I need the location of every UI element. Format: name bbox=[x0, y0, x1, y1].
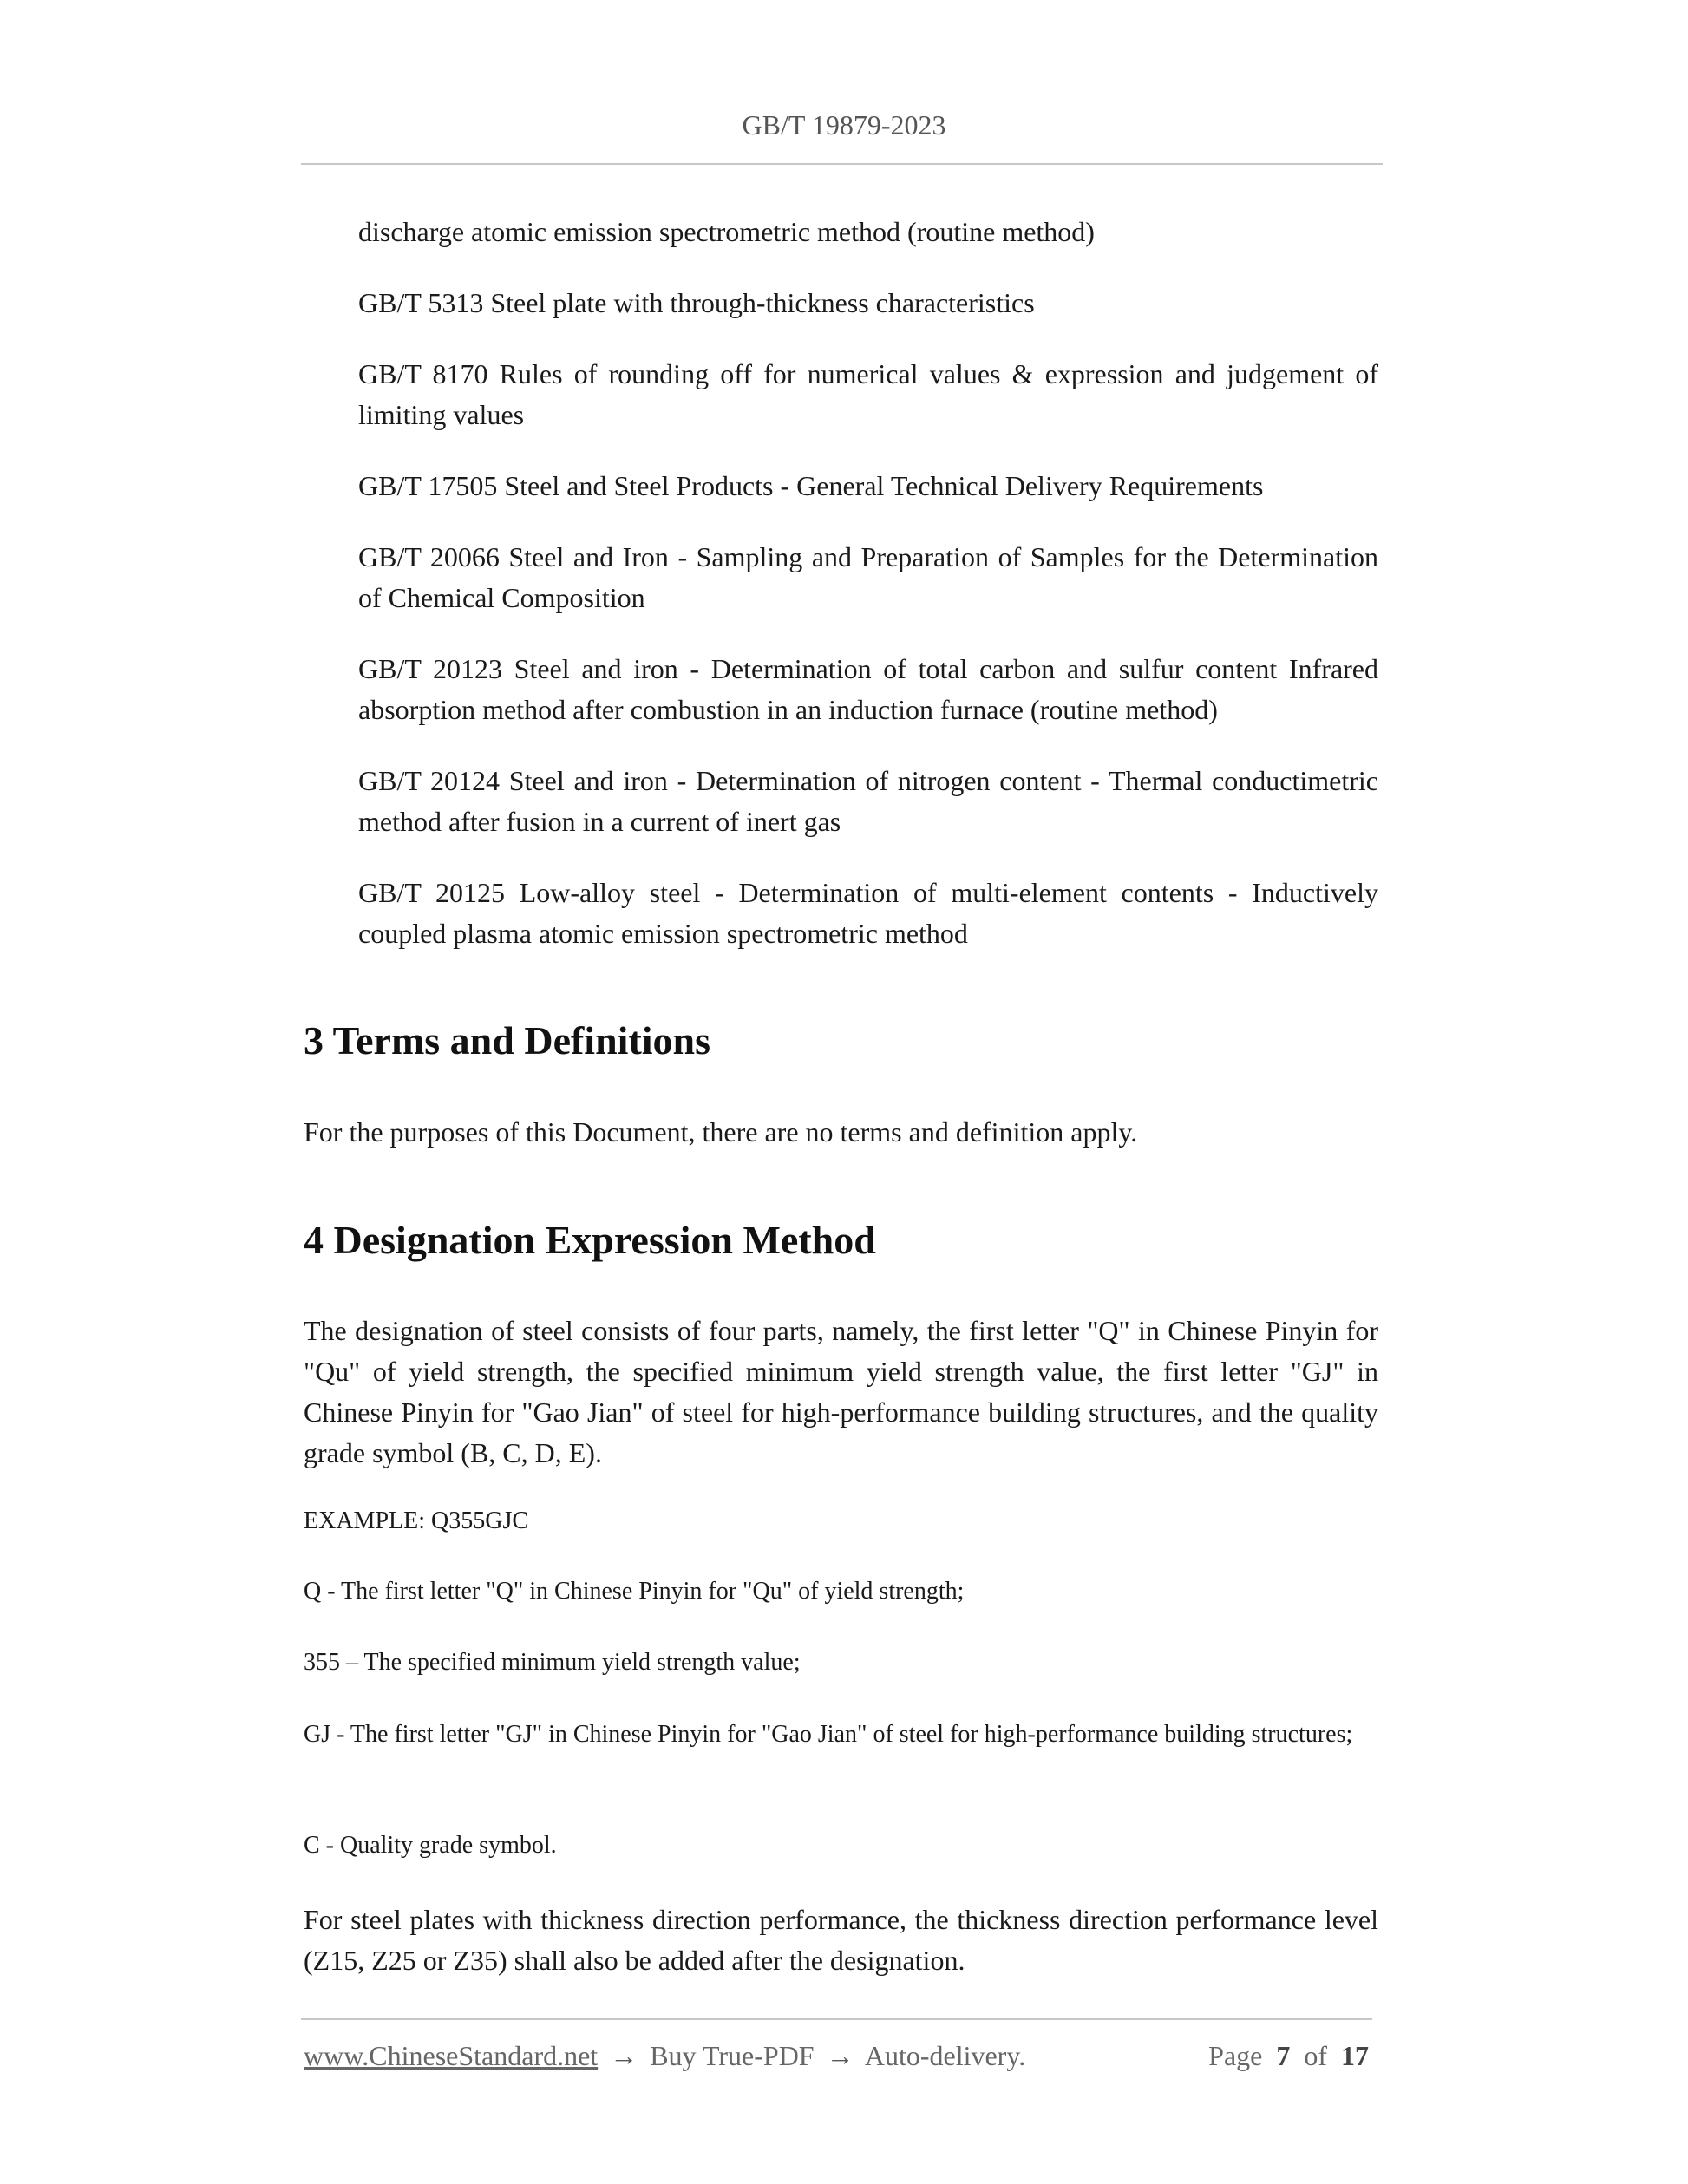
of-label: of bbox=[1304, 2040, 1327, 2071]
arrow-right-icon: → bbox=[826, 2040, 854, 2071]
section-3 bbox=[304, 1017, 1378, 1065]
page-indicator bbox=[1208, 2040, 1369, 2072]
footer-promo bbox=[304, 2040, 1025, 2072]
document-header-title: GB/T 19879-2023 bbox=[742, 109, 946, 141]
section-4-intro: The designation of steel consists of four parts, namely, the first letter "Q" in Chinese Pinyin for "Qu" of yield strength, the specified minimum yield strength value, the first letter "GJ" in Chinese Pinyin for "Gao Jian" of steel for high-performance building structures, and the quality grade symbol (B, C, D, E). bbox=[304, 1315, 1378, 1468]
reference-item: GB/T 20124 Steel and iron - Determination of nitrogen content - Thermal conductimetric method after fusion in a current of inert gas bbox=[358, 765, 1378, 837]
section-3-body bbox=[304, 1112, 1378, 1153]
reference-item: discharge atomic emission spectrometric method (routine method) bbox=[358, 216, 1095, 247]
example-label: EXAMPLE: Q355GJC bbox=[304, 1507, 529, 1534]
section-4-intro-block bbox=[304, 1311, 1378, 1474]
q-note: Q - The first letter "Q" in Chinese Pinyin for "Qu" of yield strength; bbox=[304, 1578, 965, 1605]
c-note-block bbox=[304, 1825, 1378, 1866]
gj-note-block bbox=[304, 1714, 1378, 1755]
section-3-heading: 3 Terms and Definitions bbox=[304, 1018, 711, 1063]
quality-grade-note: C - Quality grade symbol. bbox=[304, 1832, 557, 1859]
section-3-text: For the purposes of this Document, there are no terms and definition apply. bbox=[304, 1116, 1138, 1148]
reference-item: GB/T 20066 Steel and Iron - Sampling and Preparation of Samples for the Determination of Chemical Composition bbox=[358, 541, 1378, 613]
page-number: 7 bbox=[1276, 2040, 1291, 2071]
page-total: 17 bbox=[1341, 2040, 1369, 2071]
arrow-right-icon: → bbox=[610, 2040, 638, 2071]
section-4 bbox=[304, 1216, 1378, 1265]
reference-item: GB/T 20123 Steel and iron - Determination of total carbon and sulfur content Infrared absorption method after combustion in an induction furnace (routine method) bbox=[358, 653, 1378, 725]
section-4-heading: 4 Designation Expression Method bbox=[304, 1218, 876, 1262]
header-divider bbox=[301, 163, 1383, 165]
reference-item: GB/T 20125 Low-alloy steel - Determination of multi-element contents - Inductively coupled plasma atomic emission spectrometric method bbox=[358, 877, 1378, 949]
page-label: Page bbox=[1208, 2040, 1263, 2071]
normative-references-list bbox=[358, 212, 1378, 984]
auto-delivery-text: Auto-delivery. bbox=[864, 2040, 1026, 2071]
website-link[interactable]: www.ChineseStandard.net bbox=[304, 2040, 599, 2071]
thickness-block bbox=[304, 1900, 1378, 1981]
yield-value-note: 355 – The specified minimum yield strength value; bbox=[304, 1649, 801, 1676]
reference-item: GB/T 5313 Steel plate with through-thickness characteristics bbox=[358, 287, 1035, 318]
num-note-block bbox=[304, 1642, 1378, 1683]
gj-note: GJ - The first letter "GJ" in Chinese Pinyin for "Gao Jian" of steel for high-performance building structures; bbox=[304, 1721, 1353, 1748]
reference-item: GB/T 17505 Steel and Steel Products - General Technical Delivery Requirements bbox=[358, 470, 1264, 501]
thickness-note: For steel plates with thickness direction performance, the thickness direction performance level (Z15, Z25 or Z35) shall also be added after the designation. bbox=[304, 1904, 1378, 1976]
buy-pdf-text: Buy True-PDF bbox=[650, 2040, 815, 2071]
q-note-block bbox=[304, 1571, 1378, 1612]
footer-divider bbox=[301, 2018, 1372, 2020]
example-block bbox=[304, 1501, 1378, 1541]
reference-item: GB/T 8170 Rules of rounding off for numerical values & expression and judgement of limiting values bbox=[358, 358, 1378, 430]
